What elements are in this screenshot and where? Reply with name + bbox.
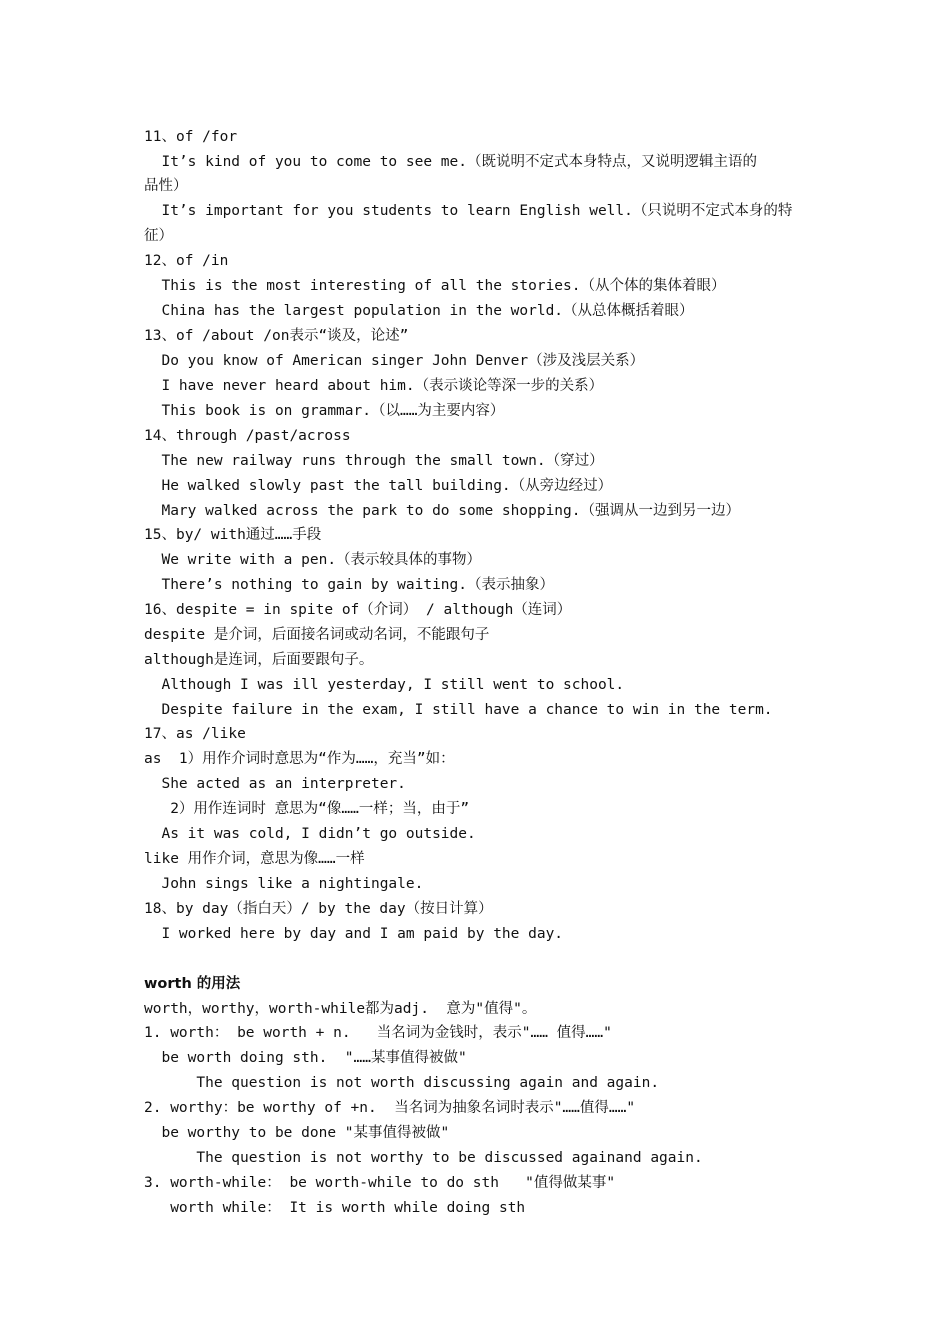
section-heading-13: 13、of /about /on表示“谈及，论述” bbox=[144, 328, 409, 344]
section-heading-17: 17、as /like bbox=[144, 726, 246, 742]
section-heading-15: 15、by/ with通过……手段 bbox=[144, 527, 322, 543]
text-line: This is the most interesting of all the stories.（从个体的集体着眼） bbox=[144, 278, 726, 294]
text-line: 征） bbox=[144, 228, 173, 244]
text-line: worth while： It is worth while doing sth bbox=[144, 1200, 526, 1216]
text-line: although是连词，后面要跟句子。 bbox=[144, 652, 374, 668]
text-line: 1. worth： be worth + n. 当名词为金钱时，表示"…… 值得……" bbox=[144, 1025, 612, 1041]
text-line: despite 是介词，后面接名词或动名词，不能跟句子 bbox=[144, 627, 490, 643]
text-line: be worthy to be done "某事值得被做" bbox=[144, 1125, 450, 1141]
text-line: The new railway runs through the small town.（穿过） bbox=[144, 453, 604, 469]
section-heading-12: 12、of /in bbox=[144, 253, 229, 269]
text-line: I have never heard about him.（表示谈论等深一步的关系） bbox=[144, 378, 604, 394]
text-line: We write with a pen.（表示较具体的事物） bbox=[144, 552, 482, 568]
worth-section-title: worth 的用法 bbox=[144, 976, 241, 992]
text-line: be worth doing sth. "……某事值得被做" bbox=[144, 1050, 467, 1066]
section-heading-18: 18、by day（指白天）/ by the day（按日计算） bbox=[144, 901, 493, 917]
text-line: 2. worthy：be worthy of +n. 当名词为抽象名词时表示"……值得……" bbox=[144, 1100, 636, 1116]
text-line: Although I was ill yesterday, I still went to school. bbox=[144, 677, 625, 693]
text-line: as 1）用作介词时意思为“作为……，充当”如： bbox=[144, 751, 455, 767]
text-line: As it was cold, I didn’t go outside. bbox=[144, 826, 476, 842]
text-line: It’s kind of you to come to see me.（既说明不定式本身特点，又说明逻辑主语的 bbox=[144, 154, 757, 170]
text-line: The question is not worthy to be discussed againand again. bbox=[144, 1150, 703, 1166]
text-line: The question is not worth discussing again and again. bbox=[144, 1075, 660, 1091]
section-heading-11: 11、of /for bbox=[144, 129, 238, 145]
text-line: China has the largest population in the world.（从总体概括着眼） bbox=[144, 303, 694, 319]
text-line: like 用作介词，意思为像……一样 bbox=[144, 851, 365, 867]
text-line: This book is on grammar.（以……为主要内容） bbox=[144, 403, 505, 419]
text-line: I worked here by day and I am paid by the day. bbox=[144, 926, 564, 942]
text-line: 品性） bbox=[144, 178, 188, 194]
text-line: There’s nothing to gain by waiting.（表示抽象） bbox=[144, 577, 554, 593]
text-line: Despite failure in the exam, I still have a chance to win in the term. bbox=[144, 702, 773, 718]
text-line: She acted as an interpreter. bbox=[144, 776, 406, 792]
text-line: Do you know of American singer John Denver（涉及浅层关系） bbox=[144, 353, 645, 369]
text-line: John sings like a nightingale. bbox=[144, 876, 424, 892]
text-line: worth，worthy，worth-while都为adj. 意为"值得"。 bbox=[144, 1001, 537, 1017]
text-line: It’s important for you students to learn English well.（只说明不定式本身的特 bbox=[144, 203, 793, 219]
section-heading-16: 16、despite = in spite of（介词） / although（连词） bbox=[144, 602, 572, 618]
text-line: Mary walked across the park to do some shopping.（强调从一边到另一边） bbox=[144, 503, 740, 519]
text-line: 3. worth-while： be worth-while to do sth "值得做某事" bbox=[144, 1175, 616, 1191]
section-heading-14: 14、through /past/across bbox=[144, 428, 351, 444]
text-line: 2）用作连词时 意思为“像……一样；当，由于” bbox=[144, 801, 470, 817]
text-line: He walked slowly past the tall building.（从旁边经过） bbox=[144, 478, 613, 494]
